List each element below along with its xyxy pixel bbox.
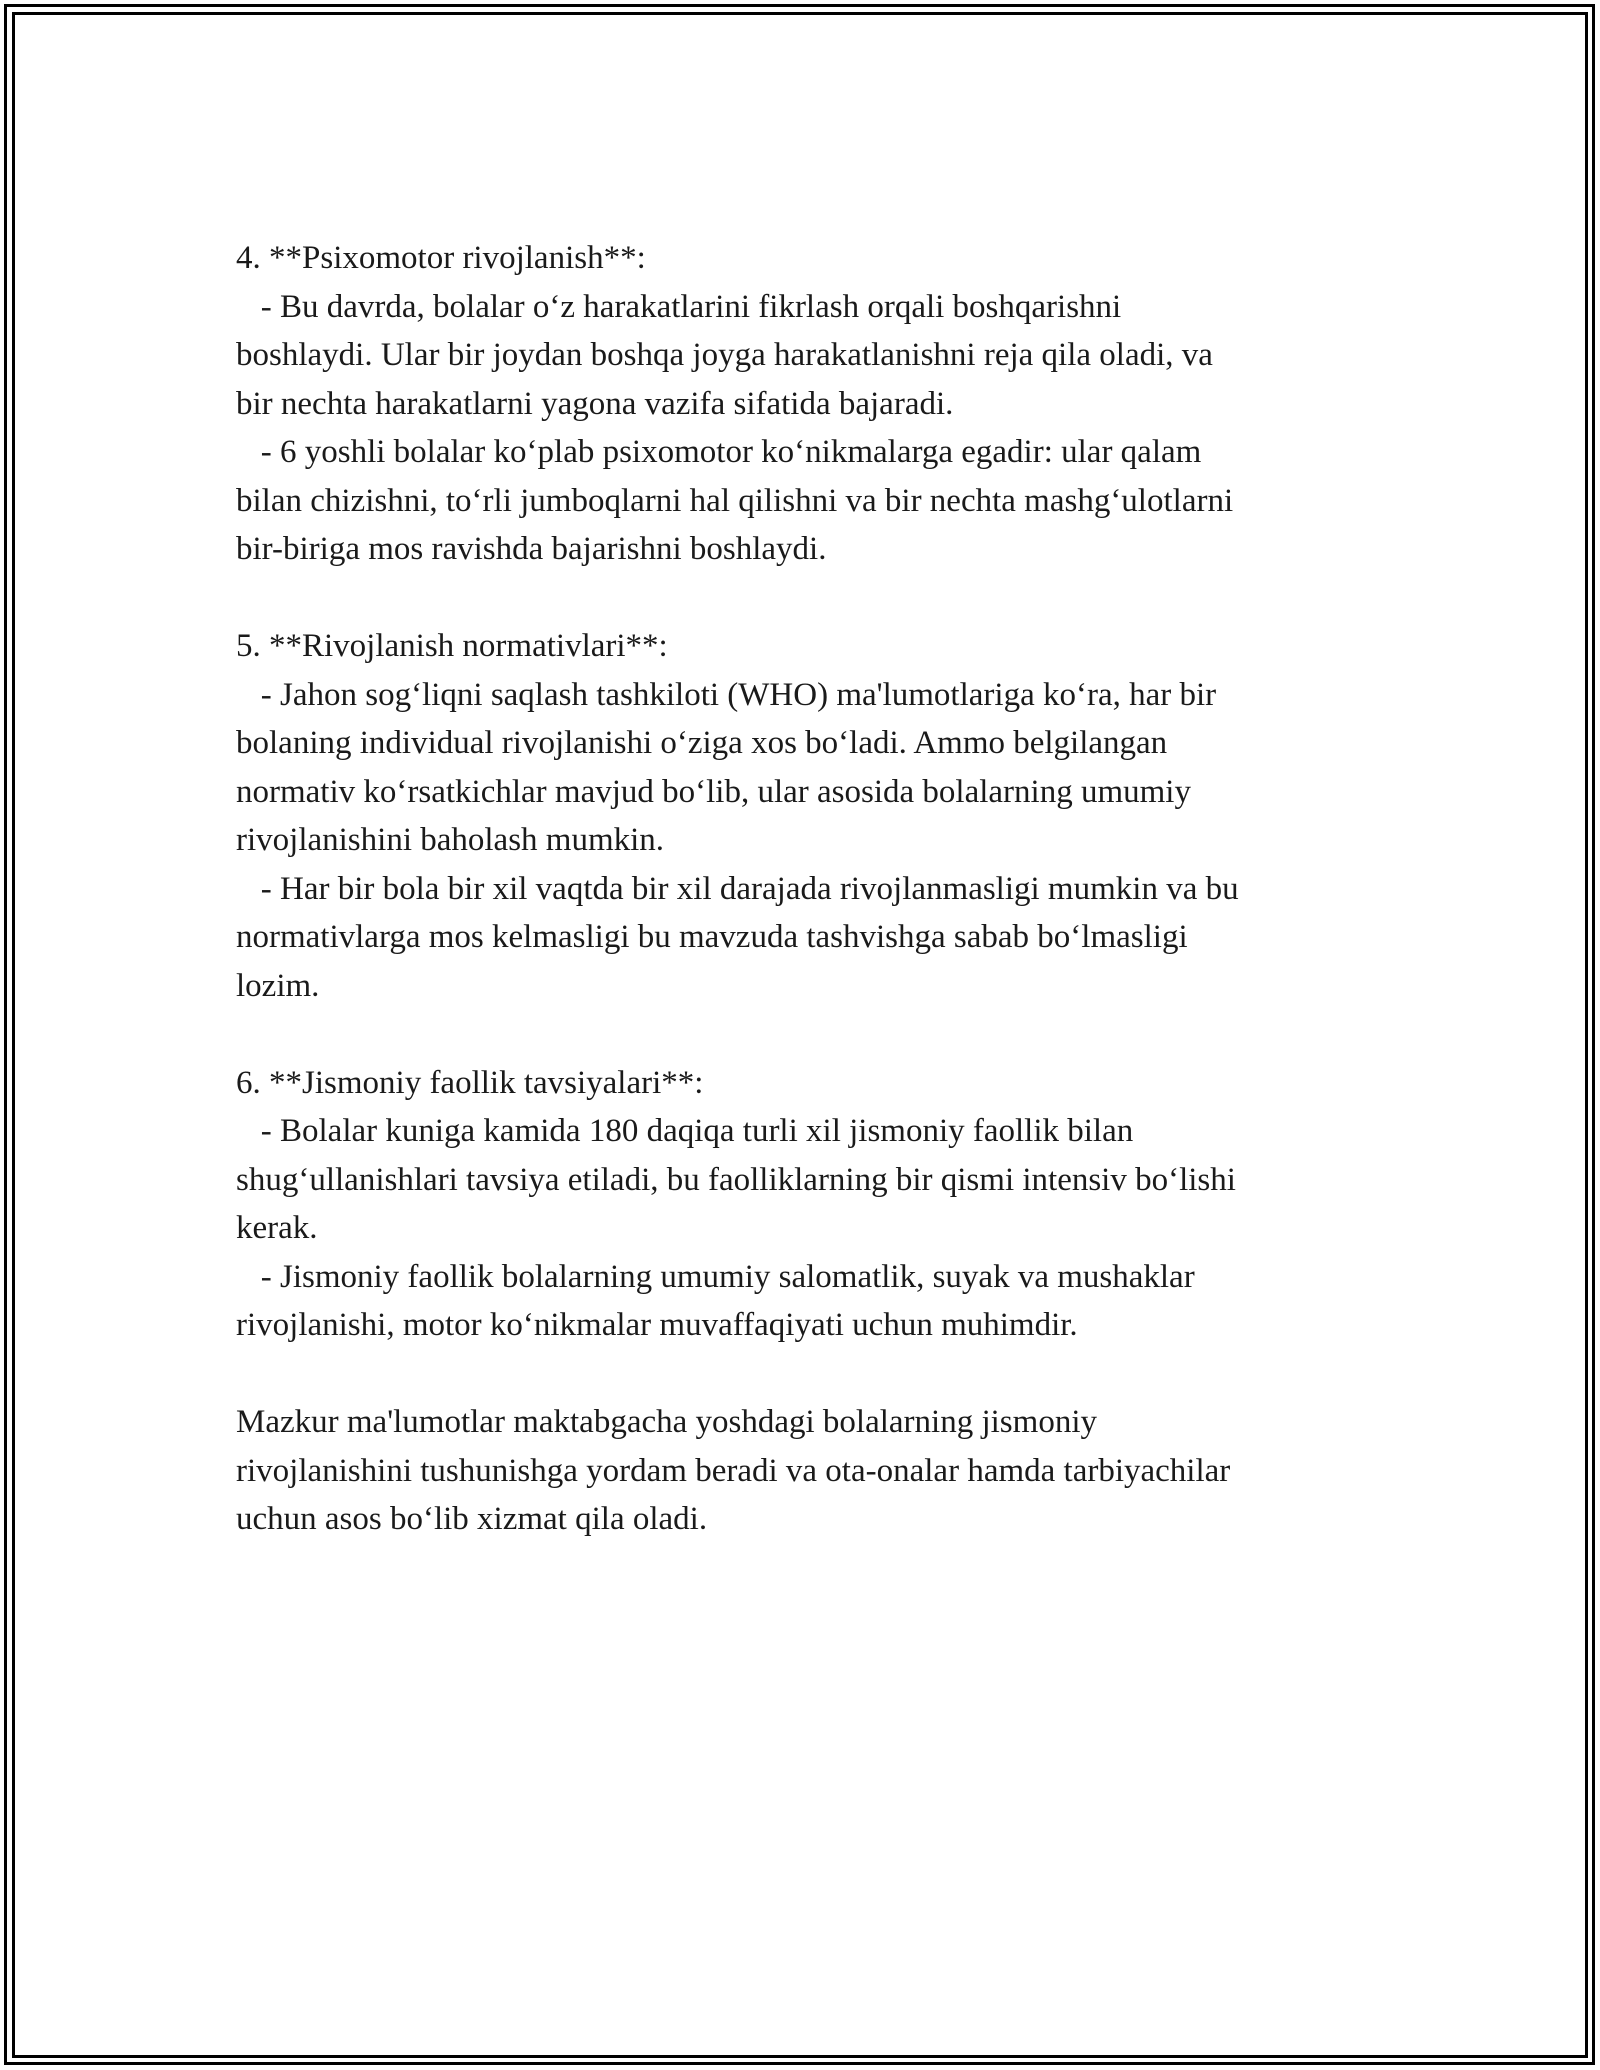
text-line: uchun asos bo‘lib xizmat qila oladi. — [236, 1501, 708, 1537]
section-heading: 6. **Jismoniy faollik tavsiyalari**: — [236, 1064, 704, 1101]
paragraph-gap — [236, 1350, 1366, 1399]
text-line: rivojlanishini baholash mumkin. — [236, 822, 665, 858]
section-normativlar — [236, 622, 1366, 1010]
text-line: bilan chizishni, to‘rli jumboqlarni hal qilishni va bir nechta mashg‘ulotlarni — [236, 482, 1234, 519]
text-line: - Jismoniy faollik bolalarning umumiy salomatlik, suyak va mushaklar — [236, 1258, 1195, 1295]
text-line: bir nechta harakatlarni yagona vazifa sifatida bajaradi. — [236, 385, 954, 422]
text-line: boshlaydi. Ular bir joydan boshqa joyga harakatlanishni reja qila oladi, va — [236, 337, 1213, 373]
text-line: - Jahon sog‘liqni saqlash tashkiloti (WHO) ma'lumotlariga ko‘ra, har bir — [236, 676, 1217, 713]
section-psixomotor — [236, 234, 1366, 574]
text-line: - Bu davrda, bolalar o‘z harakatlarini fikrlash orqali boshqarishni — [236, 288, 1122, 325]
section-heading: 4. **Psixomotor rivojlanish**: — [236, 240, 646, 276]
text-line: rivojlanishini tushunishga yordam beradi va ota-onalar hamda tarbiyachilar — [236, 1452, 1231, 1489]
text-line: normativ ko‘rsatkichlar mavjud bo‘lib, ular asosida bolalarning umumiy — [236, 773, 1191, 810]
text-line: normativlarga mos kelmasligi bu mavzuda tashvishga sabab bo‘lmasligi — [236, 919, 1188, 955]
section-heading: 5. **Rivojlanish normativlari**: — [236, 628, 668, 664]
text-line: - Bolalar kuniga kamida 180 daqiqa turli xil jismoniy faollik bilan — [236, 1113, 1134, 1149]
text-line: - Har bir bola bir xil vaqtda bir xil darajada rivojlanmasligi mumkin va bu — [236, 870, 1239, 907]
section-jismoniy-faollik — [236, 1059, 1366, 1350]
text-line: lozim. — [236, 967, 320, 1004]
paragraph-gap — [236, 574, 1366, 623]
text-line: shug‘ullanishlari tavsiya etiladi, bu faolliklarning bir qismi intensiv bo‘lishi — [236, 1161, 1236, 1198]
conclusion-paragraph — [236, 1398, 1366, 1544]
text-line: - 6 yoshli bolalar ko‘plab psixomotor ko‘nikmalarga egadir: ular qalam — [236, 434, 1202, 470]
paragraph-gap — [236, 1010, 1366, 1059]
document-body — [236, 234, 1366, 1544]
text-line: rivojlanishi, motor ko‘nikmalar muvaffaqiyati uchun muhimdir. — [236, 1307, 1078, 1343]
text-line: bir-biriga mos ravishda bajarishni boshlaydi. — [236, 531, 827, 567]
text-line: bolaning individual rivojlanishi o‘ziga xos bo‘ladi. Ammo belgilangan — [236, 725, 1168, 761]
text-line: kerak. — [236, 1210, 318, 1246]
text-line: Mazkur ma'lumotlar maktabgacha yoshdagi bolalarning jismoniy — [236, 1404, 1097, 1440]
